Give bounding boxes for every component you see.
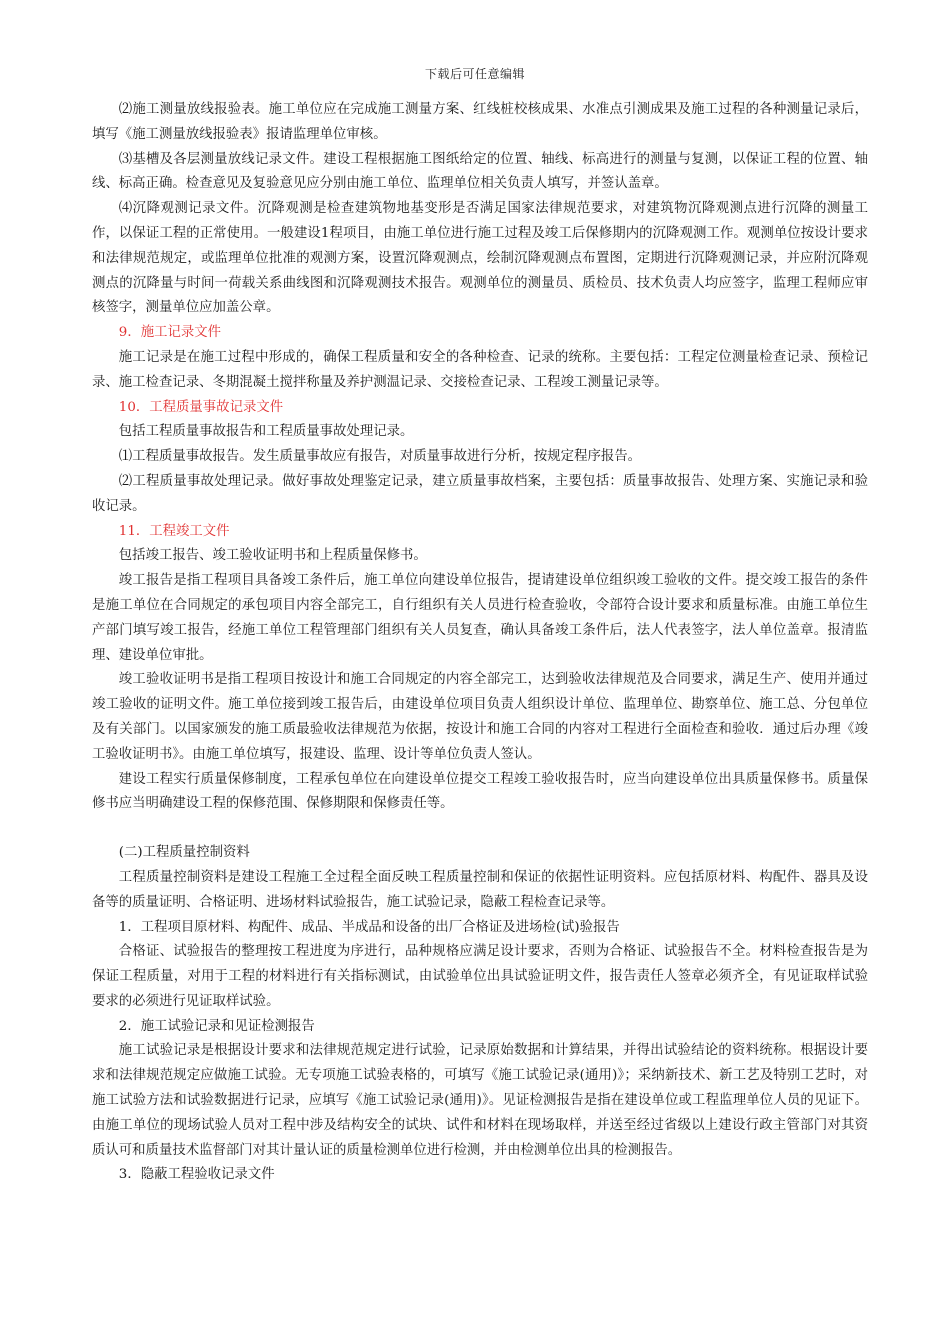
paragraph: (二)工程质量控制资料 [118,845,250,861]
paragraph: 竣工报告是指工程项目具备竣工条件后，施工单位向建设单位报告，提请建设单位组织竣工验收的文件。提交竣工报告的条件是施工单位在合同规定的承包项目内容全部完工，自行组织有关人员进行检查验收，令部符合设计要求和质量标准。由施工单位生产部门填写竣工报告，经施工单位工程管理部门组织有关人员复查，确认具备竣工条件后，法人代表签字，法人单位盖章。报清监理、建设单位审批。 [92,573,868,663]
paragraph: 1．工程项目原材料、构配件、成品、半成品和设备的出厂合格证及进场检(试)验报告 [118,919,620,935]
paragraph: 施工记录是在施工过程中形成的，确保工程质量和安全的各种检查、记录的统称。主要包括：工程定位测量检查记录、预检记录、施工检查记录、冬期混凝土搅拌称量及养护测温记录、交接检查记录、工程竣工测量记录等。 [92,349,868,390]
paragraph: ⑶基槽及各层测量放线记录文件。建设工程根据施工图纸给定的位置、轴线、标高进行的测量与复测，以保证工程的位置、轴线、标高正确。检查意见及复验意见应分别由施工单位、监理单位相关负责人填写，并签认盖章。 [92,151,868,192]
paragraph: 包括竣工报告、竣工验收证明书和上程质量保修书。 [118,548,427,564]
paragraph: 建设工程实行质量保修制度，工程承包单位在向建设单位提交工程竣工验收报告时，应当向建设单位出具质量保修书。质量保修书应当明确建设工程的保修范围、保修期限和保修责任等。 [92,771,868,812]
paragraph: ⑵施工测量放线报验表。施工单位应在完成施工测量方案、红线桩校核成果、水准点引测成果及施工过程的各种测量记录后，填写《施工测量放线报验表》报请监理单位审核。 [92,102,868,142]
section-heading: 11．工程竣工文件 [118,523,230,539]
paragraph: 竣工验收证明书是指工程项目按设计和施工合同规定的内容全部完工，达到验收法律规范及合同要求，满足生产、使用并通过竣工验收的证明文件。施工单位接到竣工报告后，由建设单位项目负责人组织设计单位、监理单位、勘察单位、施工总、分包单位及有关部门。以国家颁发的施工质最验收法律规范为依据，按设计和施工合同的内容对工程进行全面检查和验收．通过后办理《竣工验收证明书》。由施工单位填写，报建设、监理、设计等单位负责人签认。 [92,672,868,762]
section-heading: 10．工程质量事故记录文件 [118,399,284,415]
paragraph: 3．隐蔽工程验收记录文件 [118,1167,275,1183]
document-body [92,98,868,1188]
paragraph: ⑵工程质量事故处理记录。做好事故处理鉴定记录，建立质量事故档案，主要包括：质量事故报告、处理方案、实施记录和验收记录。 [92,473,868,514]
paragraph: ⑷沉降观测记录文件。沉降观测是检查建筑物地基变形是否满足国家法律规范要求，对建筑物沉降观测点进行沉降的测量工作，以保证工程的正常使用。一般建设1程项目，由施工单位进行施工过程及竣工后保修期内的沉降观测工作。观测单位按设计要求和法律规范规定，或监理单位批准的观测方案，设置沉降观测点，绘制沉降观测点布置图，定期进行沉降观测记录，并应附沉降观测点的沉降量与时间一荷载关系曲线图和沉降观测技术报告。观测单位的测量员、质检员、技术负责人均应签字，监理工程师应审核签字，测量单位应加盖公章。 [92,201,868,316]
paragraph: 包括工程质量事故报告和工程质量事故处理记录。 [118,424,414,440]
paragraph: 合格证、试验报告的整理按工程进度为序进行，品种规格应满足设计要求，否则为合格证、试验报告不全。材料检查报告是为保证工程质量，对用于工程的材料进行有关指标测试，由试验单位出具试验证明文件，报告责任人签章必须齐全，有见证取样试验要求的必须进行见证取样试验。 [92,944,868,1009]
paragraph: ⑴工程质量事故报告。发生质量事故应有报告，对质量事故进行分析，按规定程序报告。 [118,449,642,465]
section-heading: 9．施工记录文件 [118,325,222,341]
paragraph-spacer [92,817,868,841]
page-header: 下载后可任意编辑 [424,67,525,81]
paragraph: 工程质量控制资料是建设工程施工全过程全面反映工程质量控制和保证的依据性证明资料。应包括原材料、构配件、器具及设备等的质量证明、合格证明、进场材料试验报告，施工试验记录，隐蔽工程检查记录等。 [92,869,868,910]
paragraph: 2．施工试验记录和见证检测报告 [118,1018,315,1034]
paragraph: 施工试验记录是根据设计要求和法律规范规定进行试验，记录原始数据和计算结果，并得出试验结论的资料统称。根据设计要求和法律规范规定应做施工试验。无专项施工试验表格的，可填写《施工试验记录(通用)》；采纳新技术、新工艺及特别工艺时，对施工试验方法和试验数据进行记录，应填写《施工试验记录(通用)》。见证检测报告是指在建设单位或工程监理单位人员的见证下。由施工单位的现场试验人员对工程中涉及结构安全的试块、试件和材料在现场取样，并送至经过省级以上建设行政主管部门对其资质认可和质量技术监督部门对其计量认证的质量检测单位进行检测，并由检测单位出具的检测报告。 [92,1043,868,1158]
